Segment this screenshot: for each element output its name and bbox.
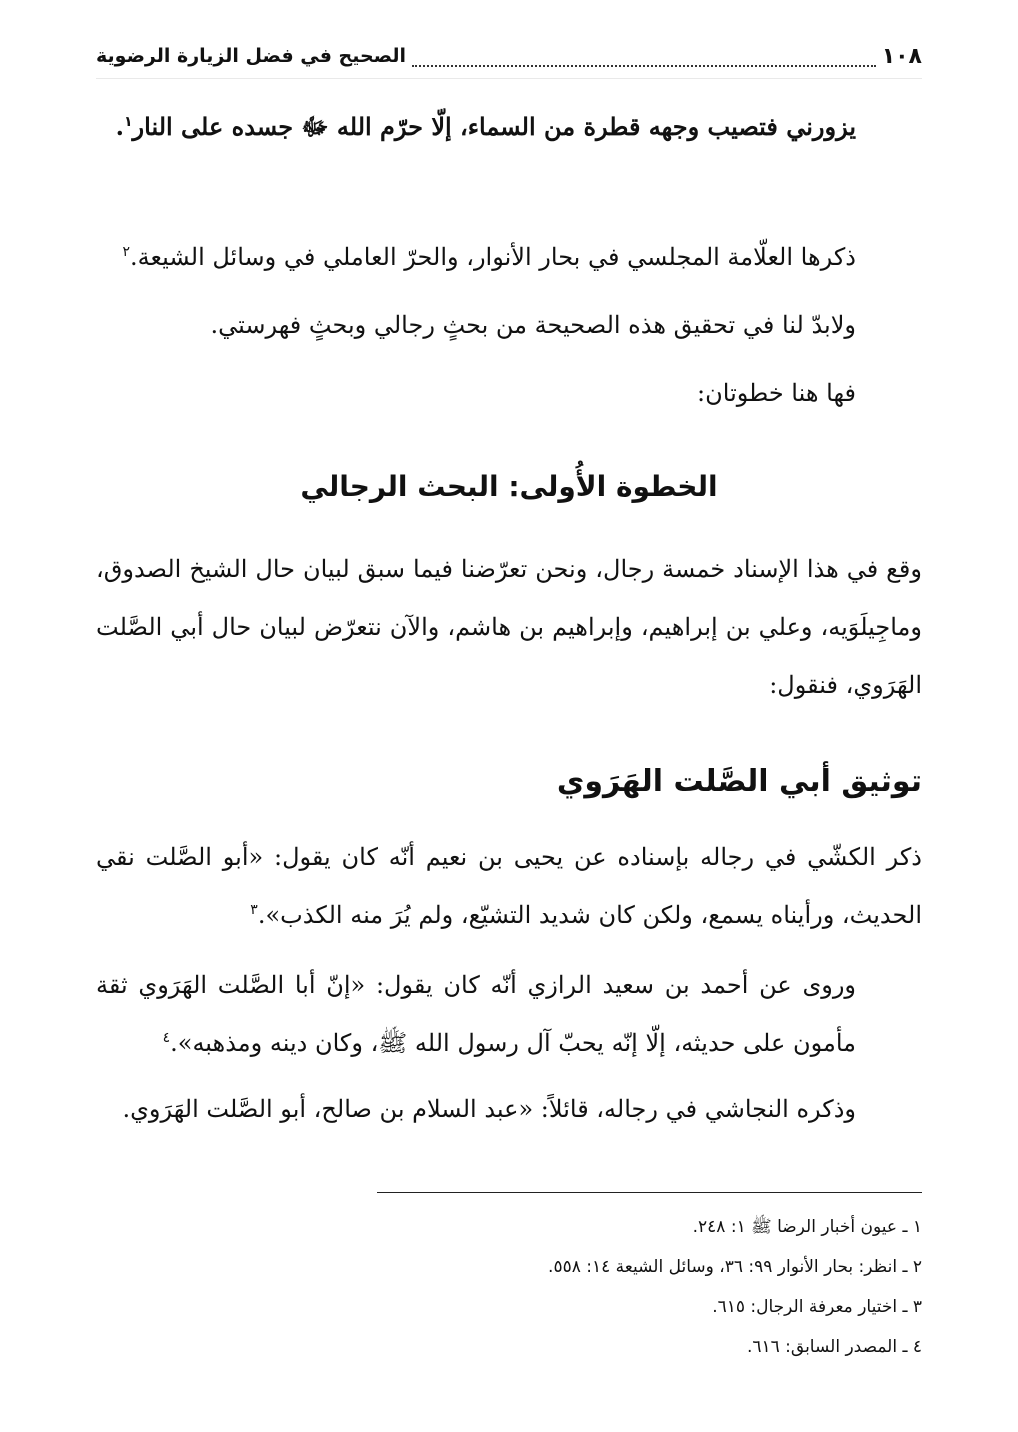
paragraph-sources (96, 228, 922, 286)
paragraph-hadith-end: يزورني فتصيب وجهه قطرة من السماء، إلّا حرّم الله ﷻ جسده على النار$^١$. (115, 112, 856, 141)
paragraph-razi (96, 956, 922, 1072)
paragraph-text: فها هنا خطوتان: (697, 379, 856, 407)
footnote-separator (377, 1192, 922, 1193)
paragraph-text: يزورني فتصيب وجهه قطرة من السماء، إلّا حرّم الله ﷻ جسده على النار (132, 112, 856, 141)
paragraph-research (96, 296, 922, 354)
paragraph-text: ذكر الكشّي في رجاله بإسناده عن يحيى بن نعيم أنّه كان يقول: «أبو الصَّلت نقي الحديث، ورأيناه يسمع، ولكن كان شديد التشيّع، ولم يُرَ منه الكذب». (96, 843, 922, 929)
paragraph-isnad (96, 540, 922, 714)
footnote-ref: ١ (124, 114, 133, 130)
footnote-ref: ٢ (122, 244, 131, 260)
section-heading-step-one: الخطوة الأُولى: البحث الرجالي (300, 470, 718, 503)
running-title: الصحيح في فضل الزيارة الرضوية (96, 45, 407, 67)
paragraph-two-steps (96, 364, 922, 422)
footnote-ref: ٣ (250, 902, 258, 918)
paragraph-text: ذكرها العلّامة المجلسي في بحار الأنوار، والحرّ العاملي في وسائل الشيعة. (130, 243, 856, 271)
page-number: ١٠٨ (881, 43, 922, 69)
paragraph-text: وروى عن أحمد بن سعيد الرازي أنّه كان يقول: «إنّ أبا الصَّلت الهَرَوي ثقة مأمون على حديثه، إلّا إنّه يحبّ آل رسول الله ﷺ، وكان دينه ومذهبه». (96, 971, 856, 1057)
footnotes-list (96, 1207, 922, 1367)
header-dot-leader (412, 57, 876, 67)
footnote-item: ٣ ـ اختيار معرفة الرجال: ٦١٥. (712, 1297, 922, 1317)
paragraph-text: وذكره النجاشي في رجاله، قائلاً: «عبد السلام بن صالح، أبو الصَّلت الهَرَوي. (122, 1095, 856, 1123)
paragraph-najashi (96, 1080, 922, 1138)
footnote-item: ٤ ـ المصدر السابق: ٦١٦. (746, 1337, 922, 1357)
page-header (96, 38, 922, 79)
footnote-item: ٢ ـ انظر: بحار الأنوار ٩٩: ٣٦، وسائل الشيعة ١٤: ٥٥٨. (548, 1257, 922, 1277)
footnote-ref: ٤ (162, 1030, 171, 1046)
section-heading-tawthiq: توثيق أبي الصَّلت الهَرَوي (556, 764, 922, 799)
footnote-item: ١ ـ عيون أخبار الرضا ﷺ ١: ٢٤٨. (692, 1217, 922, 1237)
paragraph-kashshi (96, 828, 922, 944)
paragraph-text: وقع في هذا الإسناد خمسة رجال، ونحن تعرّضنا فيما سبق لبيان حال الشيخ الصدوق، وماجِيلَوَيه، وعلي بن إبراهيم، وإبراهيم بن هاشم، والآن نتعرّض لبيان حال أبي الصَّلت الهَرَوي، فنقول: (96, 555, 922, 699)
paragraph-text: ولابدّ لنا في تحقيق هذه الصحيحة من بحثٍ رجالي وبحثٍ فهرستي. (210, 311, 856, 339)
